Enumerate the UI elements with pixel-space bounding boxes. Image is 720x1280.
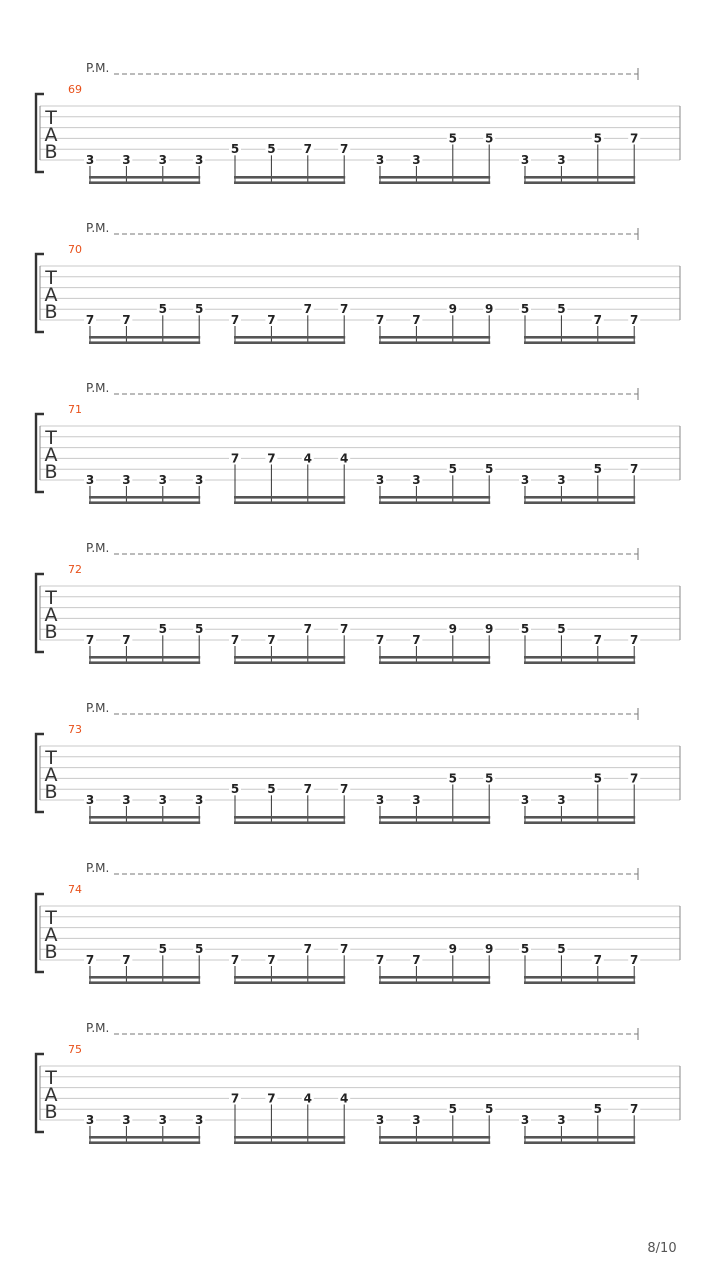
fret-number: 7 <box>375 953 385 967</box>
fret-number: 3 <box>557 793 566 807</box>
fret-number: 3 <box>85 153 95 167</box>
fret-number: 7 <box>267 953 276 967</box>
fret-number: 7 <box>630 633 639 647</box>
fret-number: 5 <box>267 142 276 157</box>
beam-secondary <box>524 661 635 664</box>
beam-primary <box>524 176 635 179</box>
beam-primary <box>234 816 345 819</box>
measure-number: 74 <box>68 883 82 896</box>
fret-number: 7 <box>412 633 421 647</box>
beam-primary <box>524 656 635 659</box>
fret-number: 5 <box>448 462 457 477</box>
fret-number: 3 <box>195 793 204 807</box>
tab-clef-letter-a: A <box>44 284 58 306</box>
beam-primary <box>89 976 200 979</box>
measure-number: 70 <box>68 243 82 256</box>
beam-primary <box>524 1136 635 1139</box>
beam-secondary <box>379 341 490 344</box>
fret-number: 5 <box>557 942 566 957</box>
measure-number: 69 <box>68 83 82 96</box>
beam-secondary <box>524 181 635 184</box>
fret-number: 7 <box>340 142 349 157</box>
fret-number: 7 <box>267 313 276 327</box>
fret-number: 4 <box>340 451 349 466</box>
beam-secondary <box>524 1141 635 1144</box>
beam-secondary <box>379 661 490 664</box>
tab-clef-letter-a: A <box>44 124 58 146</box>
fret-number: 3 <box>85 1113 95 1127</box>
fret-number: 5 <box>520 302 530 317</box>
beam-secondary <box>89 501 200 504</box>
fret-number: 3 <box>158 473 167 487</box>
tab-clef-letter-b: B <box>44 621 58 643</box>
fret-number: 7 <box>340 782 349 797</box>
beam-secondary <box>234 1141 345 1144</box>
beam-secondary <box>524 501 635 504</box>
tab-system-69 <box>36 61 680 184</box>
fret-number: 9 <box>448 942 457 957</box>
beam-primary <box>524 816 635 819</box>
beam-primary <box>89 336 200 339</box>
fret-number: 3 <box>158 793 167 807</box>
beam-primary <box>524 336 635 339</box>
fret-number: 5 <box>158 942 167 957</box>
fret-number: 3 <box>520 473 530 487</box>
fret-number: 3 <box>158 153 167 167</box>
fret-number: 7 <box>303 302 312 317</box>
beam-primary <box>379 656 490 659</box>
beam-primary <box>379 1136 490 1139</box>
beam-secondary <box>524 981 635 984</box>
beam-secondary <box>379 181 490 184</box>
tab-clef-letter-b: B <box>44 141 58 163</box>
fret-number: 5 <box>230 142 240 157</box>
fret-number: 5 <box>267 782 276 797</box>
fret-number: 3 <box>85 793 95 807</box>
tab-clef-letter-a: A <box>44 764 58 786</box>
fret-number: 3 <box>520 793 530 807</box>
beam-secondary <box>89 821 200 824</box>
tab-clef-letter-t: T <box>45 587 57 609</box>
beam-primary <box>89 1136 200 1139</box>
fret-number: 7 <box>630 953 639 967</box>
fret-number: 5 <box>158 622 167 637</box>
beam-secondary <box>379 821 490 824</box>
fret-number: 3 <box>557 1113 566 1127</box>
beam-primary <box>234 176 345 179</box>
fret-number: 7 <box>412 313 421 327</box>
fret-number: 7 <box>630 131 639 146</box>
fret-number: 7 <box>122 313 131 327</box>
fret-number: 7 <box>375 313 385 327</box>
fret-number: 5 <box>195 622 204 637</box>
fret-number: 4 <box>303 1091 312 1106</box>
measure-number: 71 <box>68 403 82 416</box>
fret-number: 7 <box>340 302 349 317</box>
tab-clef-letter-t: T <box>45 907 57 929</box>
tab-system-75 <box>36 1021 680 1144</box>
fret-number: 5 <box>485 462 494 477</box>
beam-secondary <box>89 181 200 184</box>
beam-primary <box>379 496 490 499</box>
fret-number: 3 <box>122 1113 131 1127</box>
beam-primary <box>234 656 345 659</box>
tab-clef-letter-a: A <box>44 924 58 946</box>
beam-primary <box>379 336 490 339</box>
fret-number: 3 <box>122 473 131 487</box>
fret-number: 7 <box>593 633 602 647</box>
fret-number: 7 <box>412 953 421 967</box>
tab-clef-letter-t: T <box>45 747 57 769</box>
beam-secondary <box>234 181 345 184</box>
tab-clef-letter-t: T <box>45 267 57 289</box>
fret-number: 5 <box>195 302 204 317</box>
fret-number: 5 <box>485 131 494 146</box>
beam-secondary <box>234 981 345 984</box>
tab-system-72 <box>36 541 680 664</box>
fret-number: 7 <box>230 953 240 967</box>
fret-number: 3 <box>520 153 530 167</box>
fret-number: 9 <box>485 622 494 637</box>
beam-primary <box>89 176 200 179</box>
page-number: 8/10 <box>647 1241 677 1256</box>
fret-number: 7 <box>230 451 240 466</box>
fret-number: 3 <box>122 793 131 807</box>
fret-number: 3 <box>158 1113 167 1127</box>
fret-number: 7 <box>267 451 276 466</box>
beam-secondary <box>234 821 345 824</box>
fret-number: 3 <box>375 1113 385 1127</box>
fret-number: 3 <box>412 473 421 487</box>
fret-number: 7 <box>122 633 131 647</box>
beam-secondary <box>379 1141 490 1144</box>
beam-primary <box>89 656 200 659</box>
tab-clef-letter-a: A <box>44 1084 58 1106</box>
fret-number: 5 <box>520 622 530 637</box>
fret-number: 3 <box>195 1113 204 1127</box>
fret-number: 3 <box>520 1113 530 1127</box>
tab-clef-letter-b: B <box>44 941 58 963</box>
palm-mute-label: P.M. <box>86 1021 110 1035</box>
tab-clef-letter-a: A <box>44 444 58 466</box>
palm-mute-label: P.M. <box>86 221 110 235</box>
tab-clef-letter-a: A <box>44 604 58 626</box>
tab-clef-letter-t: T <box>45 107 57 129</box>
fret-number: 3 <box>412 793 421 807</box>
beam-secondary <box>89 341 200 344</box>
fret-number: 7 <box>630 771 639 786</box>
fret-number: 7 <box>230 313 240 327</box>
fret-number: 7 <box>303 142 312 157</box>
fret-number: 7 <box>340 622 349 637</box>
fret-number: 3 <box>375 793 385 807</box>
measure-number: 73 <box>68 723 82 736</box>
fret-number: 4 <box>303 451 312 466</box>
fret-number: 5 <box>593 131 602 146</box>
fret-number: 7 <box>267 633 276 647</box>
beam-primary <box>234 336 345 339</box>
beam-secondary <box>524 821 635 824</box>
beam-primary <box>379 976 490 979</box>
fret-number: 5 <box>448 131 457 146</box>
beam-secondary <box>524 341 635 344</box>
fret-number: 7 <box>303 942 312 957</box>
fret-number: 5 <box>448 771 457 786</box>
tab-clef-letter-b: B <box>44 1101 58 1123</box>
fret-number: 5 <box>557 622 566 637</box>
fret-number: 3 <box>195 153 204 167</box>
fret-number: 7 <box>630 313 639 327</box>
measure-number: 75 <box>68 1043 82 1056</box>
fret-number: 7 <box>303 782 312 797</box>
fret-number: 3 <box>412 153 421 167</box>
tab-clef-letter-t: T <box>45 1067 57 1089</box>
beam-secondary <box>234 501 345 504</box>
beam-secondary <box>89 981 200 984</box>
tab-clef-letter-t: T <box>45 427 57 449</box>
beam-primary <box>234 1136 345 1139</box>
fret-number: 7 <box>230 1091 240 1106</box>
fret-number: 5 <box>593 771 602 786</box>
beam-secondary <box>89 661 200 664</box>
fret-number: 7 <box>630 1102 639 1117</box>
fret-number: 9 <box>448 622 457 637</box>
fret-number: 3 <box>557 153 566 167</box>
palm-mute-label: P.M. <box>86 381 110 395</box>
fret-number: 3 <box>195 473 204 487</box>
beam-primary <box>234 976 345 979</box>
fret-number: 5 <box>195 942 204 957</box>
fret-number: 3 <box>412 1113 421 1127</box>
fret-number: 7 <box>267 1091 276 1106</box>
fret-number: 7 <box>593 313 602 327</box>
fret-number: 7 <box>630 462 639 477</box>
palm-mute-label: P.M. <box>86 701 110 715</box>
beam-secondary <box>234 341 345 344</box>
fret-number: 4 <box>340 1091 349 1106</box>
tab-system-73 <box>36 701 680 824</box>
palm-mute-label: P.M. <box>86 541 110 555</box>
fret-number: 5 <box>230 782 240 797</box>
tab-clef-letter-b: B <box>44 781 58 803</box>
beam-primary <box>234 496 345 499</box>
beam-primary <box>524 976 635 979</box>
beam-secondary <box>379 981 490 984</box>
fret-number: 5 <box>520 942 530 957</box>
beam-secondary <box>379 501 490 504</box>
fret-number: 3 <box>122 153 131 167</box>
fret-number: 7 <box>340 942 349 957</box>
palm-mute-label: P.M. <box>86 861 110 875</box>
fret-number: 9 <box>448 302 457 317</box>
fret-number: 5 <box>448 1102 457 1117</box>
fret-number: 5 <box>485 1102 494 1117</box>
fret-number: 5 <box>158 302 167 317</box>
beam-secondary <box>89 1141 200 1144</box>
fret-number: 3 <box>85 473 95 487</box>
measure-number: 72 <box>68 563 82 576</box>
tab-system-74 <box>36 861 680 984</box>
fret-number: 7 <box>85 313 95 327</box>
tab-system-71 <box>36 381 680 504</box>
fret-number: 3 <box>375 473 385 487</box>
fret-number: 5 <box>593 462 602 477</box>
fret-number: 7 <box>303 622 312 637</box>
fret-number: 3 <box>557 473 566 487</box>
fret-number: 9 <box>485 942 494 957</box>
fret-number: 7 <box>122 953 131 967</box>
fret-number: 7 <box>85 953 95 967</box>
beam-secondary <box>234 661 345 664</box>
tab-system-70 <box>36 221 680 344</box>
fret-number: 7 <box>85 633 95 647</box>
fret-number: 5 <box>485 771 494 786</box>
beam-primary <box>89 816 200 819</box>
fret-number: 5 <box>593 1102 602 1117</box>
beam-primary <box>379 176 490 179</box>
beam-primary <box>89 496 200 499</box>
fret-number: 7 <box>230 633 240 647</box>
beam-primary <box>379 816 490 819</box>
fret-number: 3 <box>375 153 385 167</box>
fret-number: 7 <box>593 953 602 967</box>
beam-primary <box>524 496 635 499</box>
palm-mute-label: P.M. <box>86 61 110 75</box>
fret-number: 7 <box>375 633 385 647</box>
tab-clef-letter-b: B <box>44 301 58 323</box>
fret-number: 9 <box>485 302 494 317</box>
fret-number: 5 <box>557 302 566 317</box>
tab-clef-letter-b: B <box>44 461 58 483</box>
